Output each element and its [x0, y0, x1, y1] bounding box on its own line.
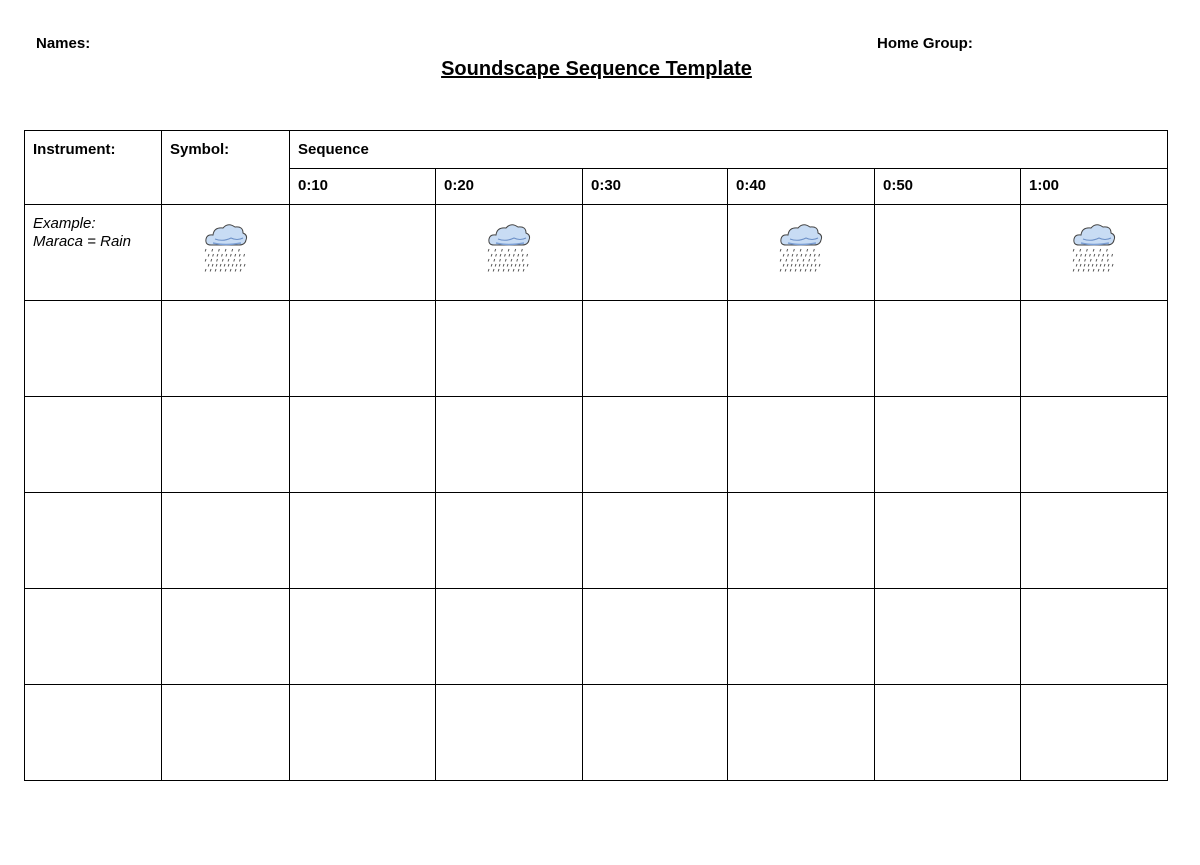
example-symbol-cell: [162, 205, 290, 301]
sequence-cell[interactable]: [583, 589, 728, 685]
sequence-cell[interactable]: [436, 301, 583, 397]
sequence-cell[interactable]: [583, 493, 728, 589]
sequence-cell[interactable]: [875, 493, 1021, 589]
time-header: 0:50: [875, 169, 1021, 205]
sequence-cell[interactable]: [290, 397, 436, 493]
home-group-label: Home Group:: [877, 35, 973, 52]
sequence-header: Sequence: [290, 131, 1168, 169]
instrument-cell[interactable]: [25, 301, 162, 397]
sequence-table: [24, 130, 1168, 781]
example-instrument: Maraca = Rain: [33, 233, 131, 250]
sequence-cell[interactable]: [583, 397, 728, 493]
sequence-cell[interactable]: [436, 685, 583, 781]
rain-cloud-icon: [1071, 219, 1117, 280]
sequence-cell[interactable]: [290, 493, 436, 589]
instrument-cell[interactable]: [25, 493, 162, 589]
sequence-cell[interactable]: [583, 301, 728, 397]
sequence-cell[interactable]: [290, 301, 436, 397]
sequence-cell[interactable]: [875, 589, 1021, 685]
symbol-cell[interactable]: [162, 589, 290, 685]
rain-cloud-icon: [778, 219, 824, 280]
instrument-cell[interactable]: [25, 397, 162, 493]
example-label: Example:: [33, 215, 96, 232]
sequence-cell[interactable]: [436, 589, 583, 685]
sequence-cell[interactable]: [1021, 397, 1168, 493]
symbol-cell[interactable]: [162, 493, 290, 589]
sequence-cell[interactable]: [1021, 205, 1168, 301]
blank-row: [25, 301, 1168, 397]
sequence-cell[interactable]: [728, 397, 875, 493]
sequence-cell[interactable]: [1021, 685, 1168, 781]
time-header: 1:00: [1021, 169, 1168, 205]
rain-cloud-icon: [203, 219, 249, 280]
symbol-cell[interactable]: [162, 685, 290, 781]
blank-row: [25, 397, 1168, 493]
sequence-cell[interactable]: [728, 493, 875, 589]
sequence-cell[interactable]: [583, 205, 728, 301]
blank-row: [25, 589, 1168, 685]
instrument-header: Instrument:: [25, 131, 162, 205]
sequence-cell[interactable]: [290, 589, 436, 685]
sequence-cell[interactable]: [875, 397, 1021, 493]
sequence-cell[interactable]: [436, 205, 583, 301]
time-header: 0:10: [290, 169, 436, 205]
sequence-cell[interactable]: [728, 685, 875, 781]
sequence-cell[interactable]: [290, 685, 436, 781]
sequence-cell[interactable]: [436, 397, 583, 493]
sequence-cell[interactable]: [583, 685, 728, 781]
sequence-cell[interactable]: [728, 301, 875, 397]
time-header: 0:40: [728, 169, 875, 205]
time-header: 0:20: [436, 169, 583, 205]
instrument-cell[interactable]: [25, 589, 162, 685]
blank-row: [25, 685, 1168, 781]
sequence-cell[interactable]: [436, 493, 583, 589]
symbol-cell[interactable]: [162, 301, 290, 397]
instrument-cell[interactable]: [25, 685, 162, 781]
document-title: Soundscape Sequence Template: [441, 58, 752, 80]
rain-cloud-icon: [486, 219, 532, 280]
blank-row: [25, 493, 1168, 589]
sequence-cell[interactable]: [875, 685, 1021, 781]
symbol-header: Symbol:: [162, 131, 290, 205]
names-label: Names:: [36, 35, 91, 52]
sequence-cell[interactable]: [875, 301, 1021, 397]
sequence-cell[interactable]: [1021, 493, 1168, 589]
sequence-cell[interactable]: [1021, 589, 1168, 685]
time-header: 0:30: [583, 169, 728, 205]
example-instrument-cell: [25, 205, 162, 301]
sequence-cell[interactable]: [875, 205, 1021, 301]
symbol-cell[interactable]: [162, 397, 290, 493]
sequence-cell[interactable]: [1021, 301, 1168, 397]
sequence-cell[interactable]: [728, 205, 875, 301]
sequence-cell[interactable]: [290, 205, 436, 301]
example-row: [25, 205, 1168, 301]
sequence-cell[interactable]: [728, 589, 875, 685]
